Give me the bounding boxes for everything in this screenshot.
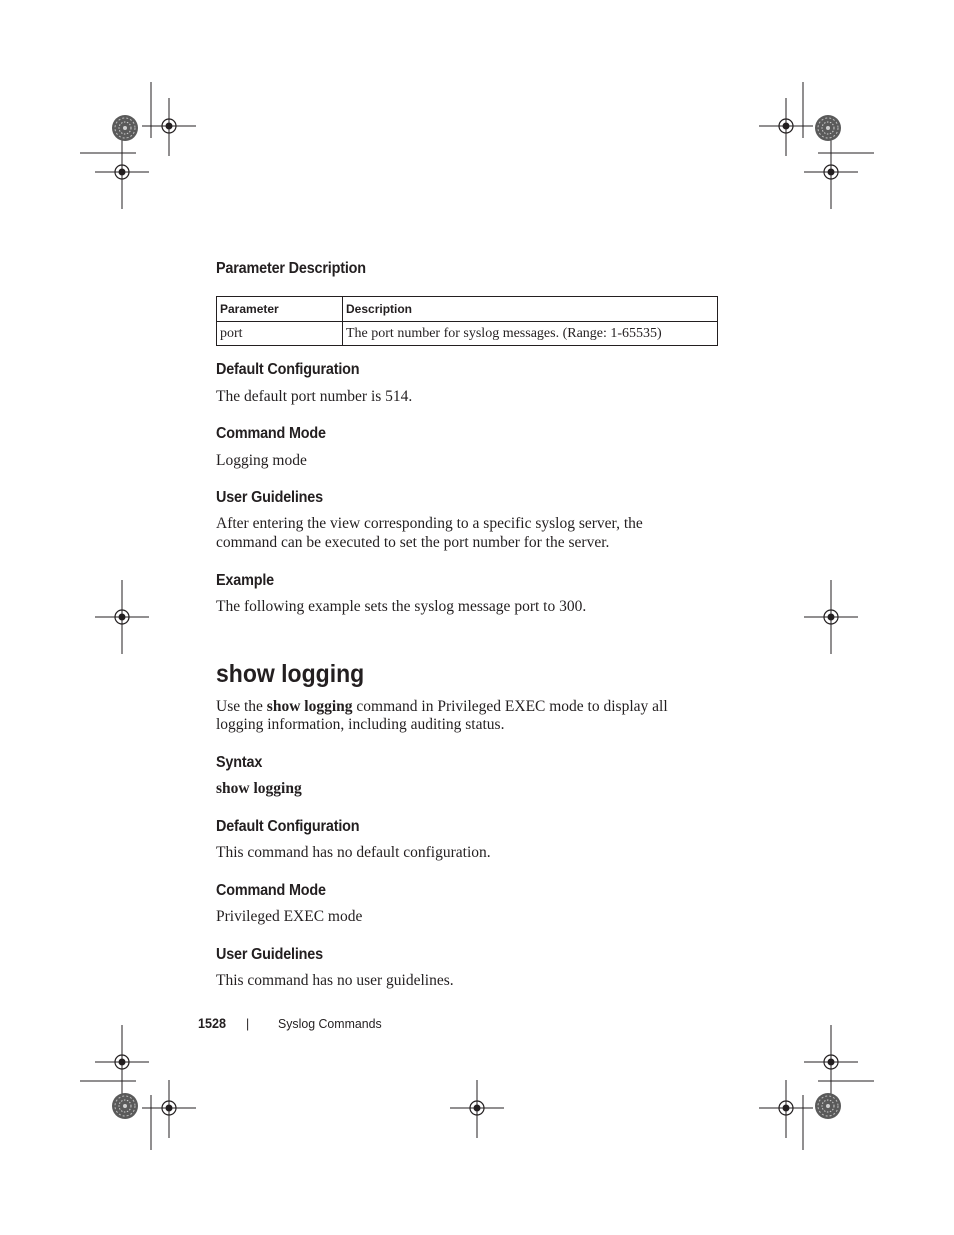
intro-line2: logging information, including auditing status.	[216, 716, 505, 733]
table-header-description: Description	[343, 297, 718, 322]
user-guidelines-heading: User Guidelines	[216, 489, 323, 506]
command-mode-text-2: Privileged EXEC mode	[216, 908, 363, 925]
intro-command: show logging	[266, 698, 353, 715]
table-header-row	[217, 297, 718, 322]
user-guidelines-line2: command can be executed to set the port number for the server.	[216, 534, 610, 551]
table-header-parameter: Parameter	[217, 297, 343, 322]
footer-chapter: Syslog Commands	[278, 1016, 382, 1031]
table-cell-description: The port number for syslog messages. (Range: 1-65535)	[343, 322, 718, 346]
command-mode-heading: Command Mode	[216, 425, 326, 442]
param-description-heading: Parameter Description	[216, 260, 366, 277]
command-mode-text: Logging mode	[216, 452, 307, 469]
page-number: 1528	[198, 1015, 227, 1031]
example-heading: Example	[216, 572, 274, 589]
syntax-text: show logging	[216, 780, 302, 797]
syntax-heading: Syntax	[216, 754, 263, 771]
default-config-heading-2: Default Configuration	[216, 818, 360, 835]
user-guidelines-line1: After entering the view corresponding to a specific syslog server, the	[216, 515, 643, 532]
default-config-heading: Default Configuration	[216, 361, 360, 378]
command-mode-heading-2: Command Mode	[216, 882, 326, 899]
table-cell-parameter: port	[217, 322, 343, 346]
user-guidelines-text-2: This command has no user guidelines.	[216, 972, 454, 989]
intro-post: command in Privileged EXEC mode to display all	[352, 698, 668, 715]
user-guidelines-heading-2: User Guidelines	[216, 946, 323, 963]
default-config-text-2: This command has no default configuration.	[216, 844, 491, 861]
table-row	[217, 322, 718, 346]
command-title: show logging	[216, 660, 365, 688]
intro-line1	[216, 697, 668, 716]
footer-separator: |	[246, 1016, 250, 1031]
default-config-text: The default port number is 514.	[216, 388, 413, 405]
example-text: The following example sets the syslog message port to 300.	[216, 598, 587, 615]
parameter-table	[216, 296, 718, 346]
intro-pre: Use the	[216, 698, 267, 715]
